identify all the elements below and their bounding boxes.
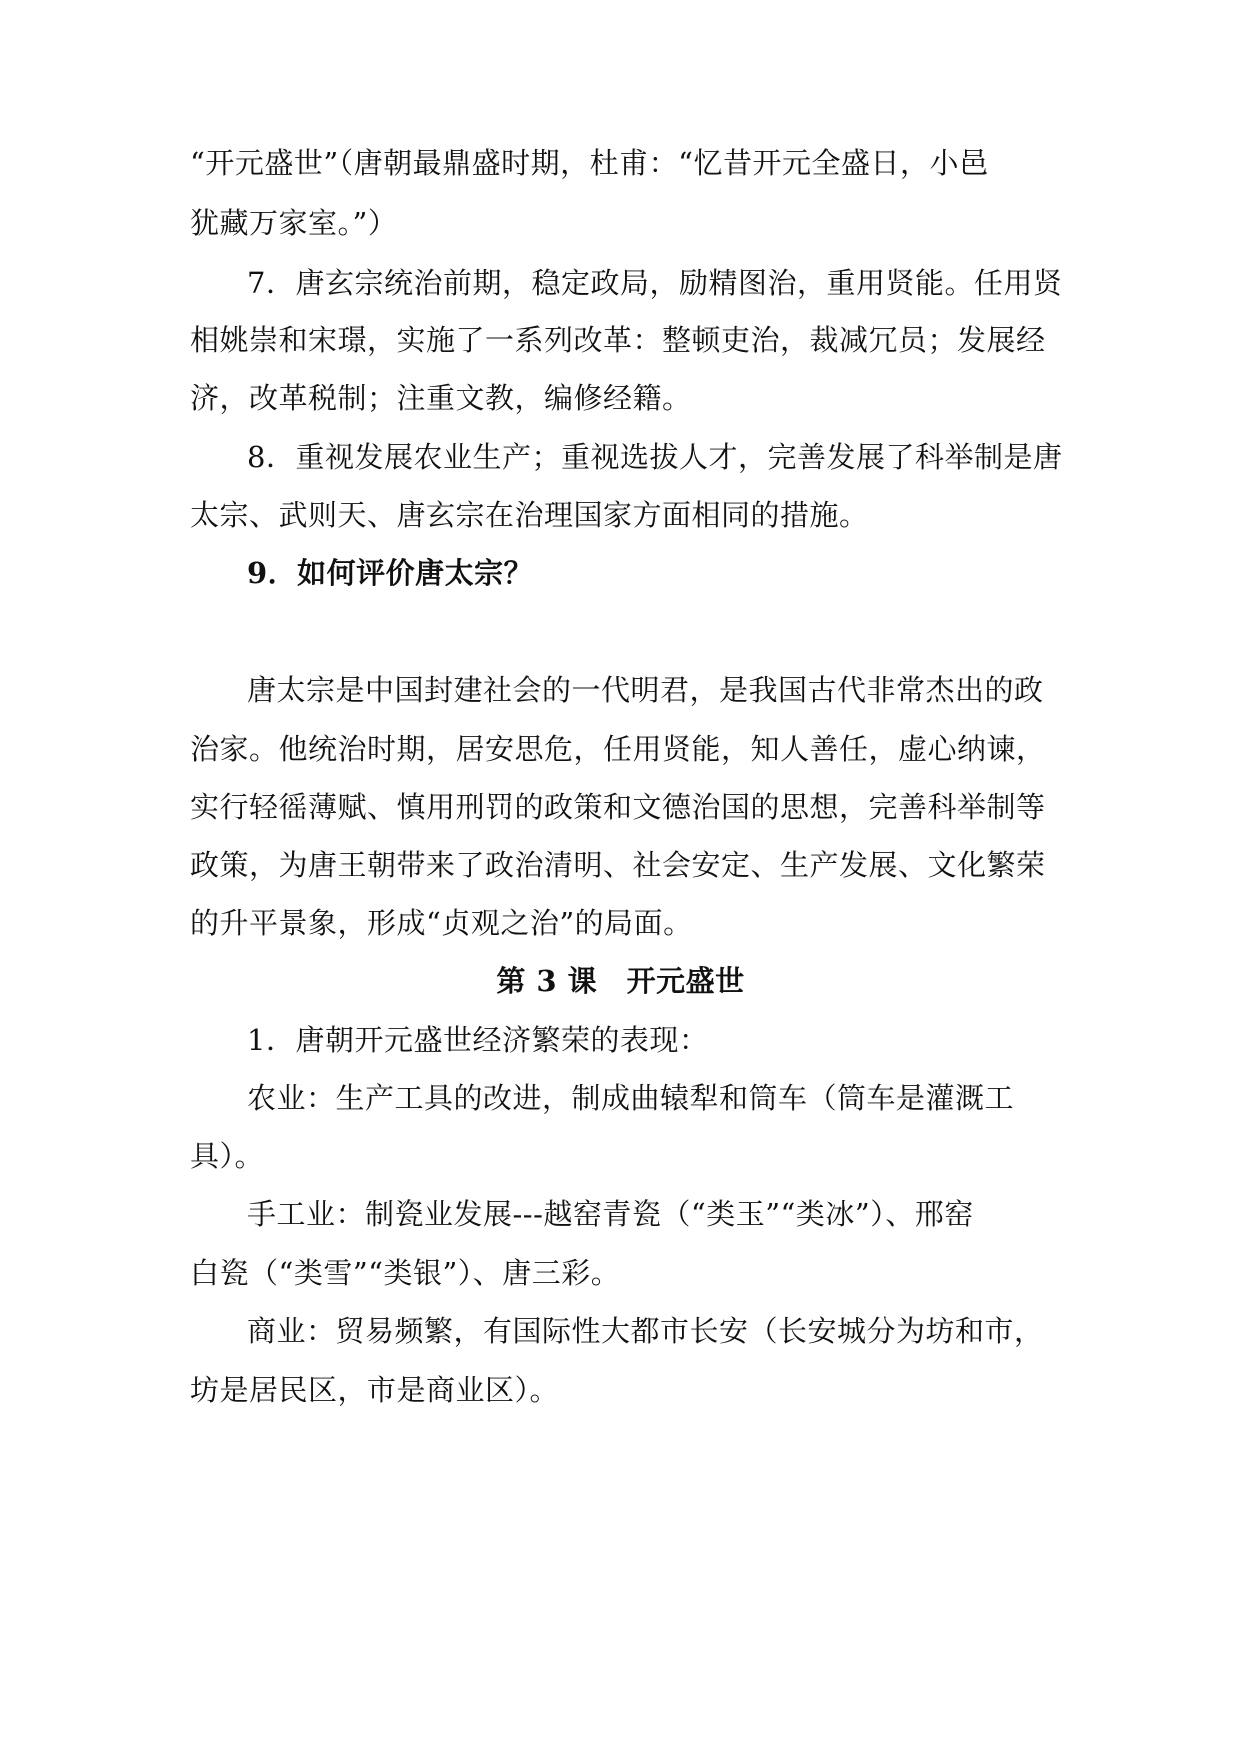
item9-answer-line-3: 实行轻徭薄赋、慎用刑罚的政策和文德治国的思想，完善科举制等: [190, 790, 1046, 824]
item7-line-1: 7．唐玄宗统治前期，稳定政局，励精图治，重用贤能。任用贤: [247, 266, 1063, 300]
commerce-line-2: 坊是居民区，市是商业区）。: [190, 1373, 560, 1407]
item9-answer-line-4: 政策，为唐王朝带来了政治清明、社会安定、生产发展、文化繁荣: [190, 848, 1046, 882]
commerce-line-1: 商业：贸易频繁，有国际性大都市长安（长安城分为坊和市，: [247, 1314, 1044, 1348]
agriculture-line-2: 具）。: [190, 1139, 265, 1173]
lesson3-title: 第 3 课 开元盛世: [496, 964, 745, 998]
item9-answer-line-5: 的升平景象，形成“贞观之治”的局面。: [190, 906, 693, 940]
kaiyuan-quote-line-2: 犹藏万家室。”）: [190, 206, 398, 240]
item9-answer-line-1: 唐太宗是中国封建社会的一代明君，是我国古代非常杰出的政: [247, 673, 1044, 707]
agriculture-line-1: 农业：生产工具的改进，制成曲辕犁和筒车（筒车是灌溉工: [247, 1081, 1015, 1115]
kaiyuan-quote-line-1: “开元盛世”（唐朝最鼎盛时期，杜甫：“忆昔开元全盛日，小邑: [190, 146, 989, 180]
handicraft-line-2: 白瓷（“类雪”“类银”）、唐三彩。: [190, 1256, 621, 1290]
item9-heading: 9．如何评价唐太宗？: [247, 556, 534, 590]
lesson3-item1: 1．唐朝开元盛世经济繁荣的表现：: [247, 1023, 709, 1057]
handicraft-line-1: 手工业：制瓷业发展---越窑青瓷（“类玉”“类冰”）、邢窑: [247, 1197, 974, 1231]
item9-answer-line-2: 治家。他统治时期，居安思危，任用贤能，知人善任，虚心纳谏，: [190, 732, 1046, 766]
item7-line-2: 相姚崇和宋璟，实施了一系列改革：整顿吏治，裁减冗员；发展经: [190, 323, 1046, 357]
item8-line-1: 8．重视发展农业生产；重视选拔人才，完善发展了科举制是唐: [247, 440, 1063, 474]
item8-line-2: 太宗、武则天、唐玄宗在治理国家方面相同的措施。: [190, 498, 869, 532]
item7-line-3: 济，改革税制；注重文教，编修经籍。: [190, 381, 692, 415]
